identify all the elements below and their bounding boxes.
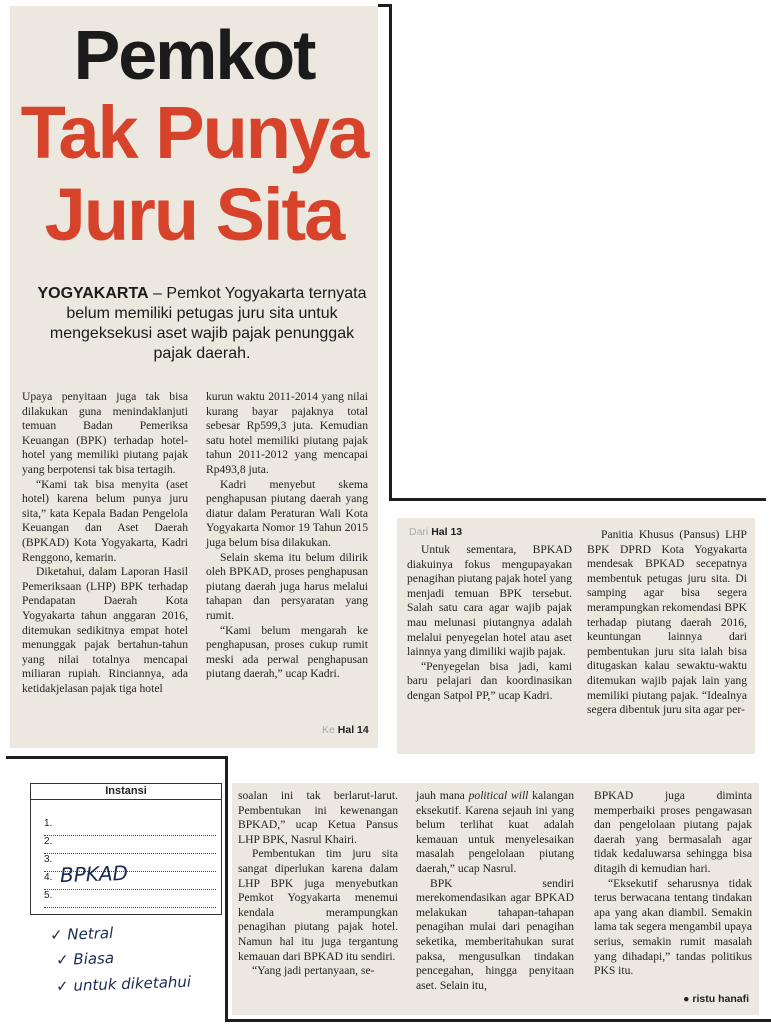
headline-line-2: Tak Punya	[20, 91, 368, 174]
check-note-1	[50, 924, 114, 944]
col6-text-a: jauh mana	[416, 789, 469, 802]
col1-paragraph-2: “Kami tak bisa menyita (aset hotel) karena belum punya juru sita,” kata Kepala Badan Pengelola Keuangan dan Aset Daerah (BPKAD) Kota Yogyakarta, Kadri Renggono, kemarin.	[22, 477, 188, 564]
col4-paragraph-1: Panitia Khusus (Pansus) LHP BPK DPRD Kota Yogyakarta mendesak BPKAD secepatnya membentuk petugas juru sita. Di samping agar bisa segera merampungkan rekomendasi BPK terhadap piutang daerah 2016, keuntungan lainnya dari pembentukan juru sita ialah bisa ditugaskan kalau sewaktu-waktu ditemukan wajib pajak lain yang memiliki piutang pajak. “Idealnya segera dibentuk juru sita agar per-	[587, 528, 747, 717]
col1-paragraph-1: Upaya penyitaan juga tak bisa dilakukan guna menindaklanjuti temuan Badan Pemeriksa Keuangan (BPK) terhadap hotel-hotel yang memiliki piutang pajak yang berpotensi tak bisa tertagih.	[22, 390, 188, 476]
col6-emphasis: political will	[468, 789, 529, 802]
col7-paragraph-2: “Eksekutif seharusnya tidak terus berwacana tentang tindakan apa yang akan diambil. Semakin lama tak segera mengambil upaya serius, semakin rumit masalah yang dihadapi,” tandas politikus PKS itu.	[594, 876, 752, 978]
check-note-text: untuk diketahui	[73, 972, 192, 995]
col6-paragraph-1	[416, 789, 574, 877]
bullet-icon: ●	[683, 993, 690, 1005]
checkmark-icon: ✓	[55, 950, 69, 970]
column-6	[416, 789, 574, 993]
bottom-article-clip	[232, 783, 759, 1015]
dateline: YOGYAKARTA	[37, 285, 149, 302]
check-note-2	[56, 949, 115, 969]
form-row-num: 2.	[44, 836, 53, 847]
col2-paragraph-4: “Kami belum mengarah ke penghapusan, proses cukup rumit meski ada perwal penghapusan piutang daerah,” ucap Kadri.	[206, 623, 368, 681]
col5-paragraph-2: Pembentukan tim juru sita sangat diperlukan karena dalam LHP BPK juga menyebutkan Pemkot Yogyakarta menemui kendala merampungkan penagihan piutang pajak hotel. Namun hal itu juga tergantung kemauan dari BPKAD itu sendiri.	[238, 847, 398, 963]
column-3	[407, 543, 572, 704]
column-2	[206, 390, 368, 682]
col7-paragraph-1: BPKAD juga diminta memperbaiki proses pengawasan dan pengelolaan piutang pajak daerah yang bermasalah agar tidak kedaluwarsa sehingga bisa ditagih di kemudian hari.	[594, 789, 752, 875]
checkmark-icon: ✓	[49, 925, 63, 945]
headline-line-1: Pemkot	[73, 16, 315, 94]
col2-paragraph-1: kurun waktu 2011-2014 yang nilai kurang bayar pajaknya total sebesar Rp599,3 juta. Kemudian satu hotel memiliki piutang pajak tahun 2011-2012 yang mencapai Rp493,8 juta.	[206, 390, 368, 476]
continued-from-prefix: Dari	[409, 526, 429, 538]
col2-paragraph-2: Kadri menyebut skema penghapusan piutang daerah yang diatur dalam Peraturan Wali Kota Yogyakarta Nomor 19 Tahun 2015 juga belum bisa dilakukan.	[206, 477, 368, 549]
headline-line-3: Juru Sita	[44, 173, 344, 256]
lead-paragraph	[32, 284, 372, 364]
continued-from-label: Hal 13	[431, 526, 463, 538]
form-row-num: 1.	[44, 818, 53, 829]
byline-name: ristu hanafi	[692, 993, 749, 1005]
col6-text-b: kalangan eksekutif. Karena sejauh ini yang belum terlihat kuat adalah kemauan untuk menyelesaikan masalah pengelolaan piutang daerah,” ucap Nasrul.	[416, 789, 574, 875]
continue-to-prefix: Ke	[322, 724, 335, 736]
column-1	[22, 390, 188, 696]
column-4	[587, 528, 747, 718]
frame-left-border	[389, 4, 392, 500]
lead-separator: –	[148, 285, 167, 302]
continued-from-marker	[409, 526, 462, 538]
column-7	[594, 789, 752, 979]
check-note-text: Netral	[67, 923, 114, 944]
form-row-1	[44, 818, 216, 836]
check-note-text: Biasa	[73, 948, 115, 969]
col2-paragraph-3: Selain skema itu belum dilirik oleh BPKAD, proses penghapusan piutang daerah juga harus melalui tahapan dan persyaratan yang rumit.	[206, 550, 368, 622]
form-row-num: 5.	[44, 890, 53, 901]
continue-to-marker	[322, 724, 369, 736]
frame-bottom-border	[389, 498, 766, 501]
main-article-clip	[10, 6, 378, 748]
column-5	[238, 789, 398, 979]
col3-paragraph-1: Untuk sementara, BPKAD diakuinya fokus mengupayakan penagihan piutang pajak hotel yang menjadi temuan BPK tersebut. Salah satu cara agar wajib pajak mau melunasi piutangnya adalah melalui penyegelan hotel atau aset lainnya yang dimiliki wajib pajak.	[407, 543, 572, 659]
col5-paragraph-3: “Yang jadi pertanyaan, se-	[252, 964, 375, 978]
form-row-num: 4.	[44, 872, 53, 883]
col6-paragraph-2: BPK sendiri merekomendasikan agar BPKAD melakukan tahapan-tahapan penagihan mulai dari penagihan seketika, memberitahukan surat paksa, mengusulkan tindakan pencegahan, hingga penyitaan aset. Selain itu,	[416, 876, 574, 992]
col5-paragraph-1: soalan ini tak berlarut-larut. Pembentukan ini kewenangan BPKAD,” ucap Ketua Pansus LHP BPK, Nasrul Khairi.	[238, 789, 398, 846]
continue-to-label: Hal 14	[337, 724, 369, 736]
bottom-frame-bottom	[225, 1019, 771, 1022]
form-row-num: 3.	[44, 854, 53, 865]
check-note-3	[56, 973, 192, 996]
form-row-2	[44, 836, 216, 854]
continuation-clip	[397, 518, 755, 754]
col3-paragraph-2: “Penyegelan bisa jadi, kami baru pelajari dan koordinasikan dengan Satpol PP,” ucap Kadri.	[407, 659, 572, 702]
form-title: Instansi	[31, 784, 221, 800]
col1-paragraph-3: Diketahui, dalam Laporan Hasil Pemeriksaan (LHP) BPK terhadap Pendapatan Daerah Kota Yogyakarta tahun anggaran 2016, ditemukan sedikitnya empat hotel menunggak pajak bertahun-tahun yang nilai totalnya mencapai miliaran rupiah. Rinciannya, ada ketidakjelasan pajak tiga hotel	[22, 565, 188, 695]
checkmark-icon: ✓	[55, 976, 69, 996]
bottom-frame-top	[6, 756, 228, 759]
lead-text: Pemkot Yogyakarta ternyata belum memiliki petugas juru sita untuk mengeksekusi aset wajib pajak penunggak pajak daerah.	[49, 285, 367, 362]
form-row-5	[44, 890, 216, 908]
bottom-frame-divider	[225, 756, 228, 1022]
handwritten-instansi: BPKAD	[59, 860, 129, 888]
byline	[683, 993, 749, 1005]
